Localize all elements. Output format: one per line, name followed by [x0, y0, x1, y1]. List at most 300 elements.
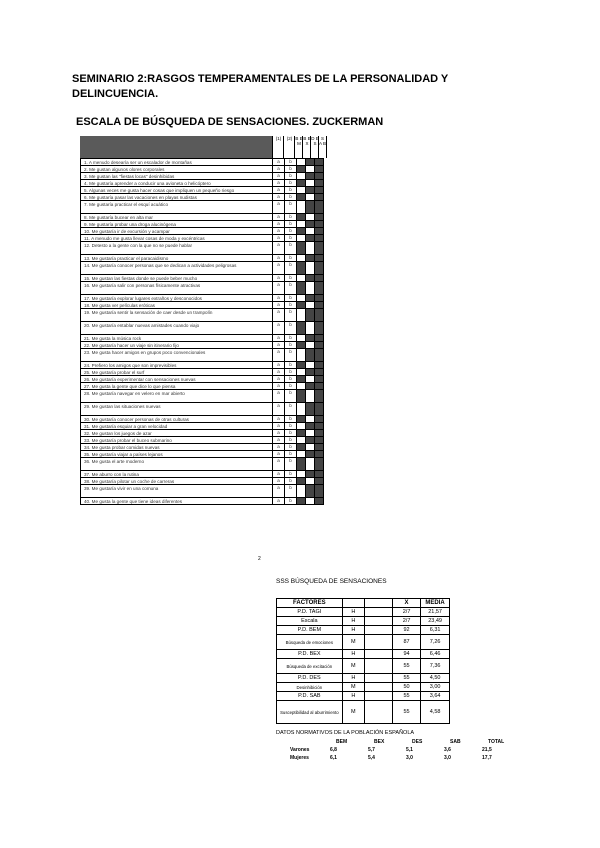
factor-cell [305, 498, 314, 504]
x-value: 87 [392, 635, 420, 650]
answer-b: b [284, 458, 296, 470]
factor-cell [305, 282, 314, 294]
factor-cell [314, 430, 324, 436]
factor-cell [314, 255, 324, 261]
question-text: 37. Me aburro con la rutina [84, 472, 139, 477]
answer-b: b [284, 376, 296, 382]
header-col-2: (2) [283, 136, 295, 158]
factor-cell [305, 180, 314, 186]
header-bem: B E M [294, 136, 303, 158]
factor-cell [314, 376, 324, 382]
answer-a: a [272, 444, 284, 450]
answer-a: a [272, 235, 284, 241]
factor-cell [296, 242, 305, 254]
norms-row [290, 746, 528, 754]
x-value: 50 [392, 683, 420, 692]
norms-cell: 3,0 [444, 755, 451, 761]
results-row [277, 608, 450, 617]
factor-cell [296, 390, 305, 402]
question-row [80, 383, 324, 390]
question-text: 4. Me gustaría aprender a conducir una avioneta o helicóptero [84, 181, 211, 186]
answer-a: a [272, 437, 284, 443]
question-text: 40. Me gusta la gente que tiene ideas diferentes [84, 499, 183, 504]
question-text: 17. Me gustaría explorar lugares extraños y desconocidos [84, 296, 202, 301]
answer-a: a [272, 275, 284, 281]
question-row [80, 342, 324, 349]
answer-b: b [284, 342, 296, 348]
factor-cell [314, 390, 324, 402]
answer-b: b [284, 362, 296, 368]
answer-a: a [272, 282, 284, 294]
factor-cell [314, 485, 324, 497]
blank-cell [365, 635, 393, 650]
results-header-row [277, 599, 450, 608]
x-value: 92 [392, 626, 420, 635]
norms-cell: Mujeres [290, 755, 309, 761]
factor-cell [296, 282, 305, 294]
question-row [80, 423, 324, 430]
factor-cell [305, 376, 314, 382]
factor-cell [314, 369, 324, 375]
question-row [80, 159, 324, 166]
question-text: 6. Me gustaría pasar las vacaciones en playas nudistas [84, 195, 197, 200]
question-text: 18. Me gusta ver películas eróticas [84, 303, 155, 308]
factor-cell [314, 362, 324, 368]
factor-cell [305, 194, 314, 200]
factor-cell [305, 430, 314, 436]
answer-b: b [284, 262, 296, 274]
x-value: 2/7 [392, 617, 420, 626]
factor-cell [314, 309, 324, 321]
results-row [277, 659, 450, 674]
norms-cell: BEX [374, 739, 385, 745]
question-row [80, 362, 324, 369]
question-row [80, 485, 324, 498]
answer-a: a [272, 173, 284, 179]
norms-row [290, 738, 528, 746]
factor-cell [296, 214, 305, 220]
question-text: 14. Me gustaría conocer personas que se dedican a actividades peligrosas [84, 263, 237, 268]
answer-a: a [272, 458, 284, 470]
question-text: 22. Me gustaría hacer un viaje sin itinerario fijo [84, 343, 179, 348]
questionnaire-header [80, 136, 327, 158]
question-text: 36. Me gusta el arte moderno [84, 459, 145, 464]
results-row [277, 635, 450, 650]
question-text: 24. Prefiero los amigos que son imprevisibles [84, 363, 177, 368]
answer-b: b [284, 180, 296, 186]
factor-name: Susceptibilidad al aburrimiento [277, 701, 343, 724]
question-row [80, 180, 324, 187]
answer-a: a [272, 159, 284, 165]
sex-code: M [342, 701, 364, 724]
factor-name: P.D. TAGI [277, 608, 343, 617]
question-row [80, 437, 324, 444]
factor-cell [314, 235, 324, 241]
factor-cell [314, 295, 324, 301]
factor-cell [305, 390, 314, 402]
question-text: 12. Detesto a la gente con la que no se puede hablar [84, 243, 193, 248]
factor-cell [305, 187, 314, 193]
factor-name: P.D. BEX [277, 650, 343, 659]
factor-cell [305, 471, 314, 477]
answer-b: b [284, 282, 296, 294]
norms-cell: 6,8 [330, 747, 337, 753]
factor-cell [314, 403, 324, 415]
question-text: 21. Me gusta la música rock [84, 336, 142, 341]
factor-cell [296, 383, 305, 389]
answer-b: b [284, 275, 296, 281]
question-row [80, 214, 324, 221]
question-row [80, 302, 324, 309]
question-text: 29. Me gustan las situaciones nuevas [84, 404, 161, 409]
factor-cell [314, 194, 324, 200]
answer-a: a [272, 451, 284, 457]
answer-a: a [272, 295, 284, 301]
answer-a: a [272, 180, 284, 186]
norms-row [290, 754, 528, 762]
sex-code: M [342, 683, 364, 692]
sex-code: H [342, 617, 364, 626]
factor-cell [305, 383, 314, 389]
question-row [80, 451, 324, 458]
answer-b: b [284, 255, 296, 261]
question-text: 10. Me gustaría ir de excursión y acampar [84, 229, 170, 234]
factor-cell [314, 451, 324, 457]
factor-cell [296, 228, 305, 234]
factor-cell [305, 166, 314, 172]
blank-cell [365, 692, 393, 701]
factor-cell [314, 471, 324, 477]
question-row [80, 187, 324, 194]
answer-a: a [272, 221, 284, 227]
answer-a: a [272, 322, 284, 334]
factor-name: Búsqueda de emociones [277, 635, 343, 650]
x-value: 94 [392, 650, 420, 659]
answer-b: b [284, 242, 296, 254]
answer-b: b [284, 349, 296, 361]
factor-cell [305, 275, 314, 281]
results-col-x: X [392, 599, 420, 608]
factor-cell [296, 478, 305, 484]
answer-a: a [272, 255, 284, 261]
results-row [277, 674, 450, 683]
results-row [277, 626, 450, 635]
answer-b: b [284, 437, 296, 443]
blank-cell [365, 617, 393, 626]
factor-cell [314, 437, 324, 443]
factor-cell [314, 173, 324, 179]
question-row [80, 255, 324, 262]
question-row [80, 322, 324, 335]
question-row [80, 262, 324, 275]
factor-cell [296, 180, 305, 186]
factor-cell [296, 159, 305, 165]
sex-code: H [342, 626, 364, 635]
answer-b: b [284, 166, 296, 172]
answer-b: b [284, 187, 296, 193]
answer-b: b [284, 322, 296, 334]
factor-cell [314, 383, 324, 389]
factor-cell [305, 362, 314, 368]
scale-title: ESCALA DE BÚSQUEDA DE SENSACIONES. ZUCKERMAN [76, 116, 384, 128]
question-row [80, 194, 324, 201]
factor-cell [314, 282, 324, 294]
question-row [80, 295, 324, 302]
question-text: 39. Me gustaría vivir en una comuna [84, 486, 159, 491]
factor-cell [305, 349, 314, 361]
header-col-1: (1) [272, 136, 284, 158]
factor-cell [305, 444, 314, 450]
norms-cell: 3,0 [406, 755, 413, 761]
factor-cell [296, 369, 305, 375]
results-row [277, 617, 450, 626]
question-text: 23. Me gusta hacer amigos en grupos poco convencionales [84, 350, 206, 355]
factor-cell [314, 302, 324, 308]
question-row [80, 335, 324, 342]
questionnaire-table [80, 158, 324, 505]
norms-cell: 17,7 [482, 755, 492, 761]
answer-a: a [272, 335, 284, 341]
question-text: 26. Me gustaría experimentar con sensaciones nuevas [84, 377, 196, 382]
x-value: 55 [392, 701, 420, 724]
factor-cell [314, 221, 324, 227]
factor-cell [305, 322, 314, 334]
factor-cell [305, 451, 314, 457]
question-text: 27. Me gusta la gente que dice lo que piensa [84, 384, 176, 389]
question-row [80, 275, 324, 282]
answer-a: a [272, 390, 284, 402]
media-value: 7,36 [421, 659, 450, 674]
question-text: 2. Me gustan algunos olores corporales [84, 167, 165, 172]
question-text: 15. Me gustan las fiestas donde se puede beber mucho [84, 276, 198, 281]
factor-cell [296, 471, 305, 477]
factor-cell [296, 201, 305, 213]
results-row [277, 701, 450, 724]
norms-cell: DES [412, 739, 423, 745]
media-value: 6,31 [421, 626, 450, 635]
results-col-blank-2 [365, 599, 393, 608]
answer-a: a [272, 478, 284, 484]
factor-cell [314, 228, 324, 234]
norms-cell [290, 738, 330, 746]
question-text: 31. Me gustaría esquiar a gran velocidad [84, 424, 168, 429]
question-row [80, 458, 324, 471]
sex-code: H [342, 650, 364, 659]
factor-cell [305, 478, 314, 484]
answer-a: a [272, 485, 284, 497]
answer-b: b [284, 228, 296, 234]
answer-a: a [272, 416, 284, 422]
answer-b: b [284, 194, 296, 200]
answer-b: b [284, 221, 296, 227]
factor-cell [314, 214, 324, 220]
factor-cell [296, 275, 305, 281]
factor-cell [314, 201, 324, 213]
factor-cell [296, 309, 305, 321]
answer-a: a [272, 242, 284, 254]
factor-cell [305, 423, 314, 429]
question-row [80, 403, 324, 416]
factor-cell [305, 221, 314, 227]
x-value: 55 [392, 674, 420, 683]
question-row [80, 201, 324, 214]
question-row [80, 390, 324, 403]
question-text: 20. Me gustaría entablar nuevas amistades cuando viajo [84, 323, 200, 328]
factor-cell [314, 349, 324, 361]
question-row [80, 309, 324, 322]
question-text: 11. A menudo me gusta llevar cosas de moda y excéntricas [84, 236, 205, 241]
answer-b: b [284, 302, 296, 308]
question-row [80, 235, 324, 242]
question-text: 33. Me gustaría probar el buceo submarino [84, 438, 172, 443]
answer-b: b [284, 485, 296, 497]
answer-a: a [272, 471, 284, 477]
factor-cell [314, 275, 324, 281]
question-text: 32. Me gustan los juegos de azar [84, 431, 152, 436]
factor-cell [296, 458, 305, 470]
answer-b: b [284, 309, 296, 321]
answer-a: a [272, 309, 284, 321]
factor-cell [296, 166, 305, 172]
factor-cell [314, 322, 324, 334]
factor-cell [314, 262, 324, 274]
norms-cell: BEM [336, 739, 348, 745]
answer-b: b [284, 423, 296, 429]
factor-cell [305, 485, 314, 497]
question-text: 25. Me gustaría probar el surf [84, 370, 145, 375]
answer-b: b [284, 383, 296, 389]
factor-cell [296, 322, 305, 334]
question-row [80, 376, 324, 383]
factor-cell [305, 369, 314, 375]
question-row [80, 282, 324, 295]
question-row [80, 369, 324, 376]
factor-cell [305, 309, 314, 321]
answer-b: b [284, 390, 296, 402]
factor-cell [314, 166, 324, 172]
answer-a: a [272, 383, 284, 389]
answer-b: b [284, 498, 296, 504]
answer-b: b [284, 451, 296, 457]
media-value: 7,26 [421, 635, 450, 650]
answer-a: a [272, 362, 284, 368]
factor-cell [314, 159, 324, 165]
blank-cell [365, 701, 393, 724]
factor-cell [296, 349, 305, 361]
answer-a: a [272, 214, 284, 220]
factor-cell [305, 214, 314, 220]
answer-b: b [284, 403, 296, 415]
factor-cell [296, 194, 305, 200]
norms-title: DATOS NORMATIVOS DE LA POBLACIÓN ESPAÑOLA [276, 730, 415, 736]
sex-code: H [342, 674, 364, 683]
norms-cell: SAB [450, 739, 461, 745]
factor-cell [305, 437, 314, 443]
factor-cell [296, 173, 305, 179]
question-row [80, 498, 324, 505]
answer-a: a [272, 194, 284, 200]
factor-cell [296, 221, 305, 227]
question-row [80, 221, 324, 228]
factor-cell [296, 430, 305, 436]
factor-cell [305, 262, 314, 274]
factor-name: P.D. SAB [277, 692, 343, 701]
question-text: 1. A menudo desearía ser un escalador de montañas [84, 160, 192, 165]
media-value: 3,00 [421, 683, 450, 692]
factor-cell [305, 235, 314, 241]
question-text: 16. Me gustaría salir con personas físicamente atractivas [84, 283, 201, 288]
question-row [80, 471, 324, 478]
factor-cell [296, 451, 305, 457]
results-col-media: MEDIA [421, 599, 450, 608]
factor-cell [296, 437, 305, 443]
answer-a: a [272, 349, 284, 361]
factor-cell [296, 362, 305, 368]
header-dark-band [80, 136, 272, 158]
norms-cell: 6,1 [330, 755, 337, 761]
factor-cell [314, 458, 324, 470]
page-title: SEMINARIO 2:RASGOS TEMPERAMENTALES DE LA PERSONALIDAD Y DELINCUENCIA. [72, 73, 449, 100]
factor-cell [296, 235, 305, 241]
media-value: 4,58 [421, 701, 450, 724]
answer-a: a [272, 423, 284, 429]
media-value: 23,49 [421, 617, 450, 626]
norms-cell: 5,7 [368, 747, 375, 753]
norms-cell: 3,6 [444, 747, 451, 753]
answer-b: b [284, 335, 296, 341]
factor-name: Desinhibición [277, 683, 343, 692]
results-row [277, 683, 450, 692]
question-text: 7. Me gustaría practicar el esquí acuático [84, 202, 169, 207]
factor-cell [314, 242, 324, 254]
question-row [80, 166, 324, 173]
question-text: 35. Me gustaría viajar a países lejanos [84, 452, 163, 457]
factor-cell [314, 423, 324, 429]
header-sab: S A B [318, 136, 327, 158]
question-row [80, 242, 324, 255]
question-text: 5. Algunas veces me gusta hacer cosas que impliquen un pequeño riesgo [84, 188, 235, 193]
x-value: 2/7 [392, 608, 420, 617]
norms-cell: TOTAL [488, 739, 505, 745]
sex-code: M [342, 659, 364, 674]
norms-cell: 5,4 [368, 755, 375, 761]
factor-cell [314, 335, 324, 341]
header-des: D E S [310, 136, 319, 158]
answer-a: a [272, 262, 284, 274]
factor-cell [305, 159, 314, 165]
factor-name: Escala [277, 617, 343, 626]
factor-cell [296, 444, 305, 450]
blank-cell [365, 650, 393, 659]
factor-cell [305, 228, 314, 234]
question-row [80, 349, 324, 362]
x-value: 55 [392, 659, 420, 674]
factor-cell [296, 423, 305, 429]
blank-cell [365, 659, 393, 674]
blank-cell [365, 683, 393, 692]
factor-cell [314, 342, 324, 348]
factor-cell [296, 342, 305, 348]
factor-cell [305, 173, 314, 179]
answer-b: b [284, 369, 296, 375]
factor-cell [305, 242, 314, 254]
factor-cell [296, 335, 305, 341]
question-text: 38. Me gustaría pilotar un coche de carreras [84, 479, 175, 484]
factor-cell [314, 187, 324, 193]
factor-cell [296, 302, 305, 308]
answer-b: b [284, 214, 296, 220]
media-value: 6,46 [421, 650, 450, 659]
